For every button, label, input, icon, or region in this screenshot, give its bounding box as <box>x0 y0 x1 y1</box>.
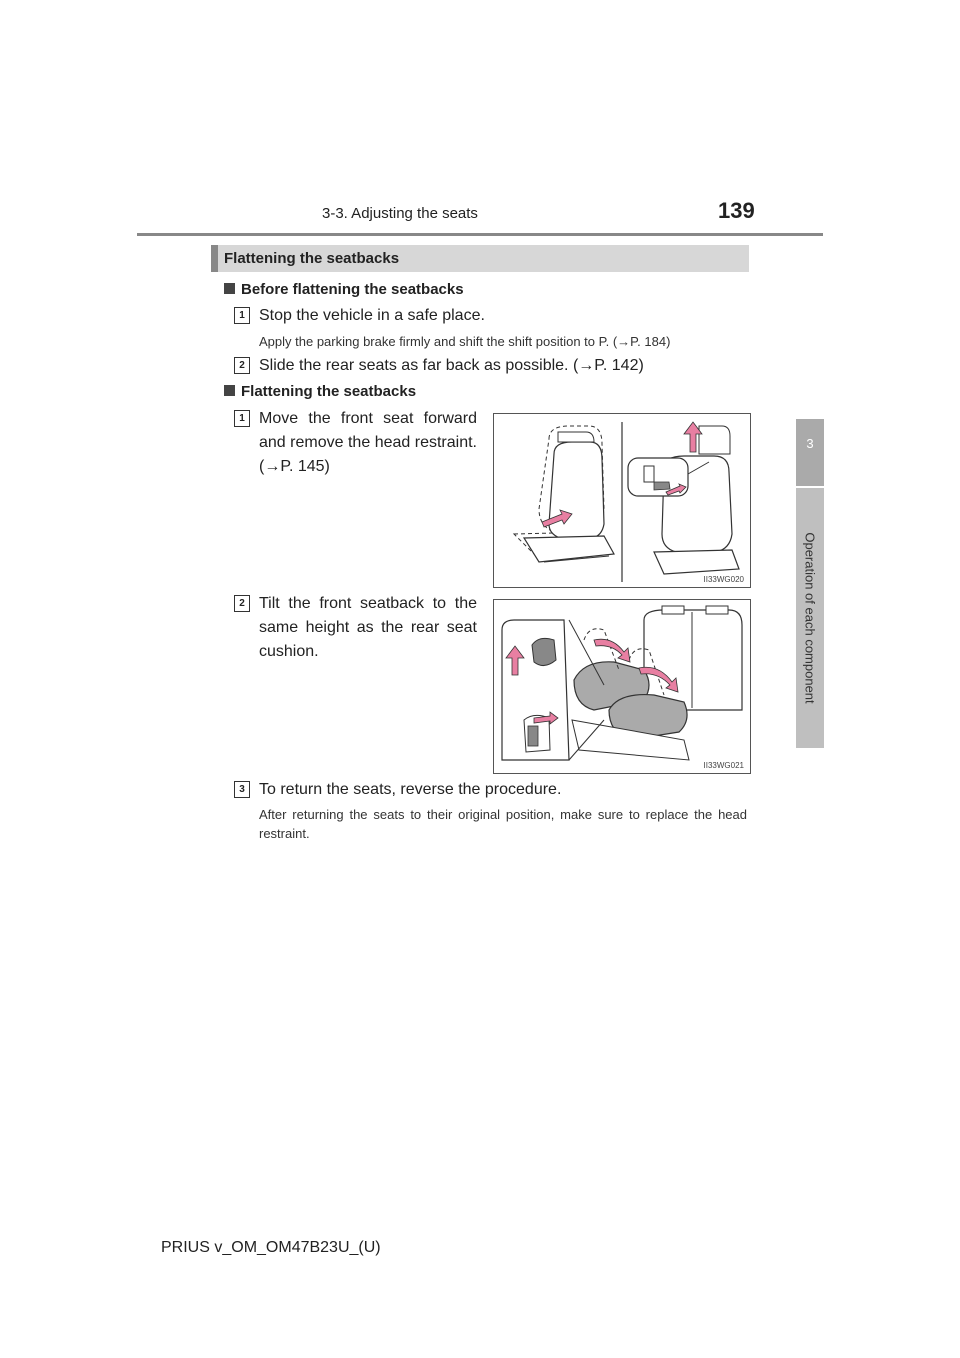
step-note: Apply the parking brake firmly and shift the shift position to P. (→P. 184) <box>259 334 671 349</box>
step-number: 1 <box>234 307 250 324</box>
seat-illustration-1 <box>494 414 750 587</box>
step-number: 1 <box>234 410 250 427</box>
header-section-title: 3-3. Adjusting the seats <box>322 205 478 222</box>
step-text: Slide the rear seats as far back as possible. (→P. 142) <box>259 357 644 374</box>
step-number: 2 <box>234 595 250 612</box>
side-tab-number: 3 <box>796 419 824 486</box>
figure-front-seat-headrest <box>493 413 751 588</box>
square-bullet-icon <box>224 385 235 396</box>
subheading-before-text: Before flattening the seatbacks <box>241 281 464 298</box>
step-text: To return the seats, reverse the procedure. <box>259 781 562 798</box>
side-tab-label <box>796 488 824 748</box>
side-tab-label-text: Operation of each component <box>802 532 818 704</box>
step-note: After returning the seats to their original position, make sure to replace the head restraint. <box>259 807 747 841</box>
square-bullet-icon <box>224 283 235 294</box>
subheading-before <box>224 281 464 298</box>
figure-code: II33WG020 <box>703 575 744 584</box>
section-title: Flattening the seatbacks <box>224 250 400 267</box>
step-text: Move the front seat forward and remove the head restraint. (→P. 145) <box>259 410 477 475</box>
page-number: 139 <box>718 198 755 223</box>
step-number: 3 <box>234 781 250 798</box>
subheading-flatten <box>224 383 416 400</box>
header-rule <box>137 233 823 236</box>
step-text: Stop the vehicle in a safe place. <box>259 307 485 324</box>
step-number: 2 <box>234 357 250 374</box>
subheading-flatten-text: Flattening the seatbacks <box>241 383 417 400</box>
figure-code: II33WG021 <box>703 761 744 770</box>
step-text: Tilt the front seatback to the same height as the rear seat cushion. <box>259 595 477 660</box>
document-code: PRIUS v_OM_OM47B23U_(U) <box>161 1239 381 1256</box>
figure-seatback-tilt <box>493 599 751 774</box>
seat-illustration-2 <box>494 600 750 773</box>
